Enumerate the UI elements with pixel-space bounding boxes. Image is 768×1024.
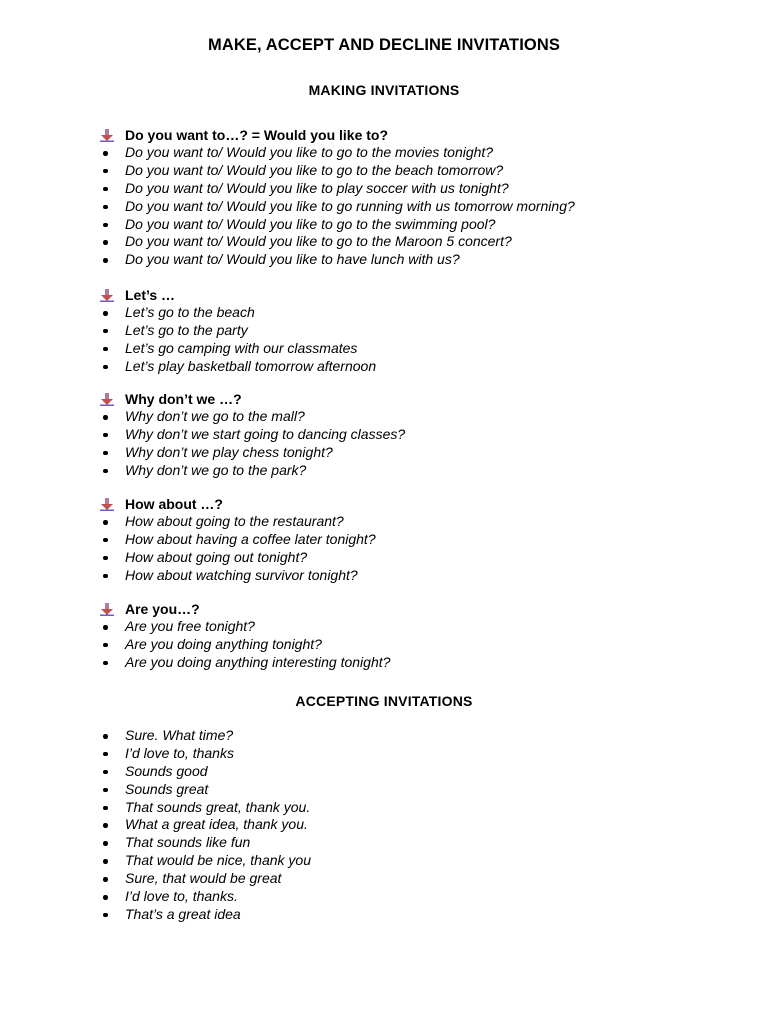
arrow-down-icon (100, 603, 114, 616)
list-item-text: That’s a great idea (125, 905, 241, 922)
bullet-icon (103, 329, 108, 334)
bullet-icon (103, 258, 108, 263)
list-item (100, 304, 740, 322)
bullet-icon (103, 752, 108, 757)
bullet-icon (103, 469, 108, 474)
list-item (100, 549, 740, 567)
bullet-icon (103, 451, 108, 456)
list-item (100, 799, 740, 817)
list-item (100, 763, 740, 781)
list-item-text: Why don’t we start going to dancing classes? (125, 425, 406, 442)
bullet-icon (103, 788, 108, 793)
list-item (100, 834, 740, 852)
making-invitations-heading: MAKING INVITATIONS (308, 82, 460, 98)
bullet-icon (103, 240, 108, 245)
list-item (100, 531, 740, 549)
bullet-icon (103, 823, 108, 828)
bullet-icon (103, 205, 108, 210)
group-how-about (100, 495, 740, 585)
list-item (100, 654, 740, 672)
list-item-text: How about going to the restaurant? (125, 513, 344, 529)
list-item-text: Sounds great (125, 780, 209, 797)
group-header-text: Are you…? (125, 601, 200, 617)
list-item-text: Let’s go camping with our classmates (125, 339, 358, 356)
list-item (100, 233, 740, 251)
list-item (100, 444, 740, 462)
list-item (100, 462, 740, 480)
group-why-dont-we (100, 390, 740, 480)
list-item (100, 870, 740, 888)
list-item (100, 567, 740, 585)
list-item-text: I’d love to, thanks (125, 744, 234, 761)
bullet-icon (103, 311, 108, 316)
arrow-down-icon (100, 289, 114, 302)
list-item-text: Let’s go to the beach (125, 304, 255, 320)
list-item-text: Are you free tonight? (125, 618, 255, 634)
list-item (100, 340, 740, 358)
group-header (100, 126, 740, 144)
list-item-text: Do you want to/ Would you like to go running with us tomorrow morning? (125, 197, 575, 214)
list-item (100, 144, 740, 162)
group-header-text: Why don’t we …? (125, 391, 242, 407)
bullet-icon (103, 169, 108, 174)
list-item (100, 408, 740, 426)
bullet-icon (103, 625, 108, 630)
group-lets (100, 286, 740, 376)
bullet-icon (103, 520, 108, 525)
group-header-text: How about …? (125, 496, 223, 512)
bullet-icon (103, 556, 108, 561)
list-item-text: Do you want to/ Would you like to play soccer with us tonight? (125, 179, 509, 196)
list-item (100, 426, 740, 444)
list-item (100, 781, 740, 799)
list-item (100, 322, 740, 340)
bullet-icon (103, 841, 108, 846)
list-item-text: How about watching survivor tonight? (125, 566, 358, 583)
bullet-icon (103, 187, 108, 192)
bullet-icon (103, 151, 108, 156)
bullet-icon (103, 734, 108, 739)
list-item-text: Do you want to/ Would you like to go to the swimming pool? (125, 215, 496, 232)
accepting-list (100, 727, 740, 924)
list-item (100, 198, 740, 216)
list-item (100, 745, 740, 763)
list-item-text: Are you doing anything tonight? (125, 635, 322, 652)
list-item (100, 162, 740, 180)
list-item-text: How about going out tonight? (125, 548, 308, 565)
list-item-text: That sounds great, thank you. (125, 798, 311, 815)
list-item-text: What a great idea, thank you. (125, 816, 308, 833)
bullet-icon (103, 661, 108, 666)
list-item (100, 618, 740, 636)
bullet-icon (103, 859, 108, 864)
group-header-text: Do you want to…? = Would you like to? (125, 127, 389, 143)
list-item (100, 816, 740, 834)
accepting-invitations-heading: ACCEPTING INVITATIONS (295, 693, 473, 709)
arrow-down-icon (100, 498, 114, 511)
list-item-text: Sure. What time? (125, 727, 234, 743)
document-title: MAKE, ACCEPT AND DECLINE INVITATIONS (208, 36, 560, 54)
list-item (100, 636, 740, 654)
list-item-text: Why don’t we go to the mall? (125, 408, 305, 424)
list-item-text: How about having a coffee later tonight? (125, 530, 376, 547)
list-item-text: Do you want to/ Would you like to go to the beach tomorrow? (125, 161, 504, 178)
list-item (100, 513, 740, 531)
bullet-icon (103, 643, 108, 648)
list-item-text: Sounds good (125, 762, 208, 779)
group-header (100, 495, 740, 513)
list-item (100, 358, 740, 376)
list-item-text: Let’s play basketball tomorrow afternoon (125, 357, 377, 374)
arrow-down-icon (100, 393, 114, 406)
bullet-icon (103, 895, 108, 900)
list-item-text: Let’s go to the party (125, 321, 248, 338)
list-item (100, 888, 740, 906)
arrow-down-icon (100, 129, 114, 142)
group-do-you-want-to (100, 126, 740, 269)
bullet-icon (103, 574, 108, 579)
group-header (100, 286, 740, 304)
bullet-icon (103, 433, 108, 438)
list-item-text: Do you want to/ Would you like to go to the Maroon 5 concert? (125, 233, 512, 250)
bullet-icon (103, 913, 108, 918)
list-item-text: Do you want to/ Would you like to have lunch with us? (125, 251, 460, 268)
list-item-text: Why don’t we go to the park? (125, 461, 307, 478)
list-item (100, 180, 740, 198)
group-header (100, 600, 740, 618)
bullet-icon (103, 538, 108, 543)
list-item (100, 852, 740, 870)
bullet-icon (103, 223, 108, 228)
list-item (100, 727, 740, 745)
bullet-icon (103, 806, 108, 811)
bullet-icon (103, 347, 108, 352)
bullet-icon (103, 365, 108, 370)
list-item-text: Sure, that would be great (125, 870, 282, 887)
list-item (100, 216, 740, 234)
group-header-text: Let’s … (125, 287, 176, 303)
list-item-text: Why don’t we play chess tonight? (125, 443, 333, 460)
list-item-text: Are you doing anything interesting tonight? (125, 653, 391, 670)
list-item (100, 251, 740, 269)
bullet-icon (103, 770, 108, 775)
list-item-text: I’d love to, thanks. (125, 888, 238, 905)
list-item-text: That would be nice, thank you (125, 852, 312, 869)
group-are-you (100, 600, 740, 672)
bullet-icon (103, 877, 108, 882)
bullet-icon (103, 415, 108, 420)
list-item-text: That sounds like fun (125, 834, 251, 851)
group-header (100, 390, 740, 408)
list-item-text: Do you want to/ Would you like to go to the movies tonight? (125, 144, 494, 160)
list-item (100, 906, 740, 924)
